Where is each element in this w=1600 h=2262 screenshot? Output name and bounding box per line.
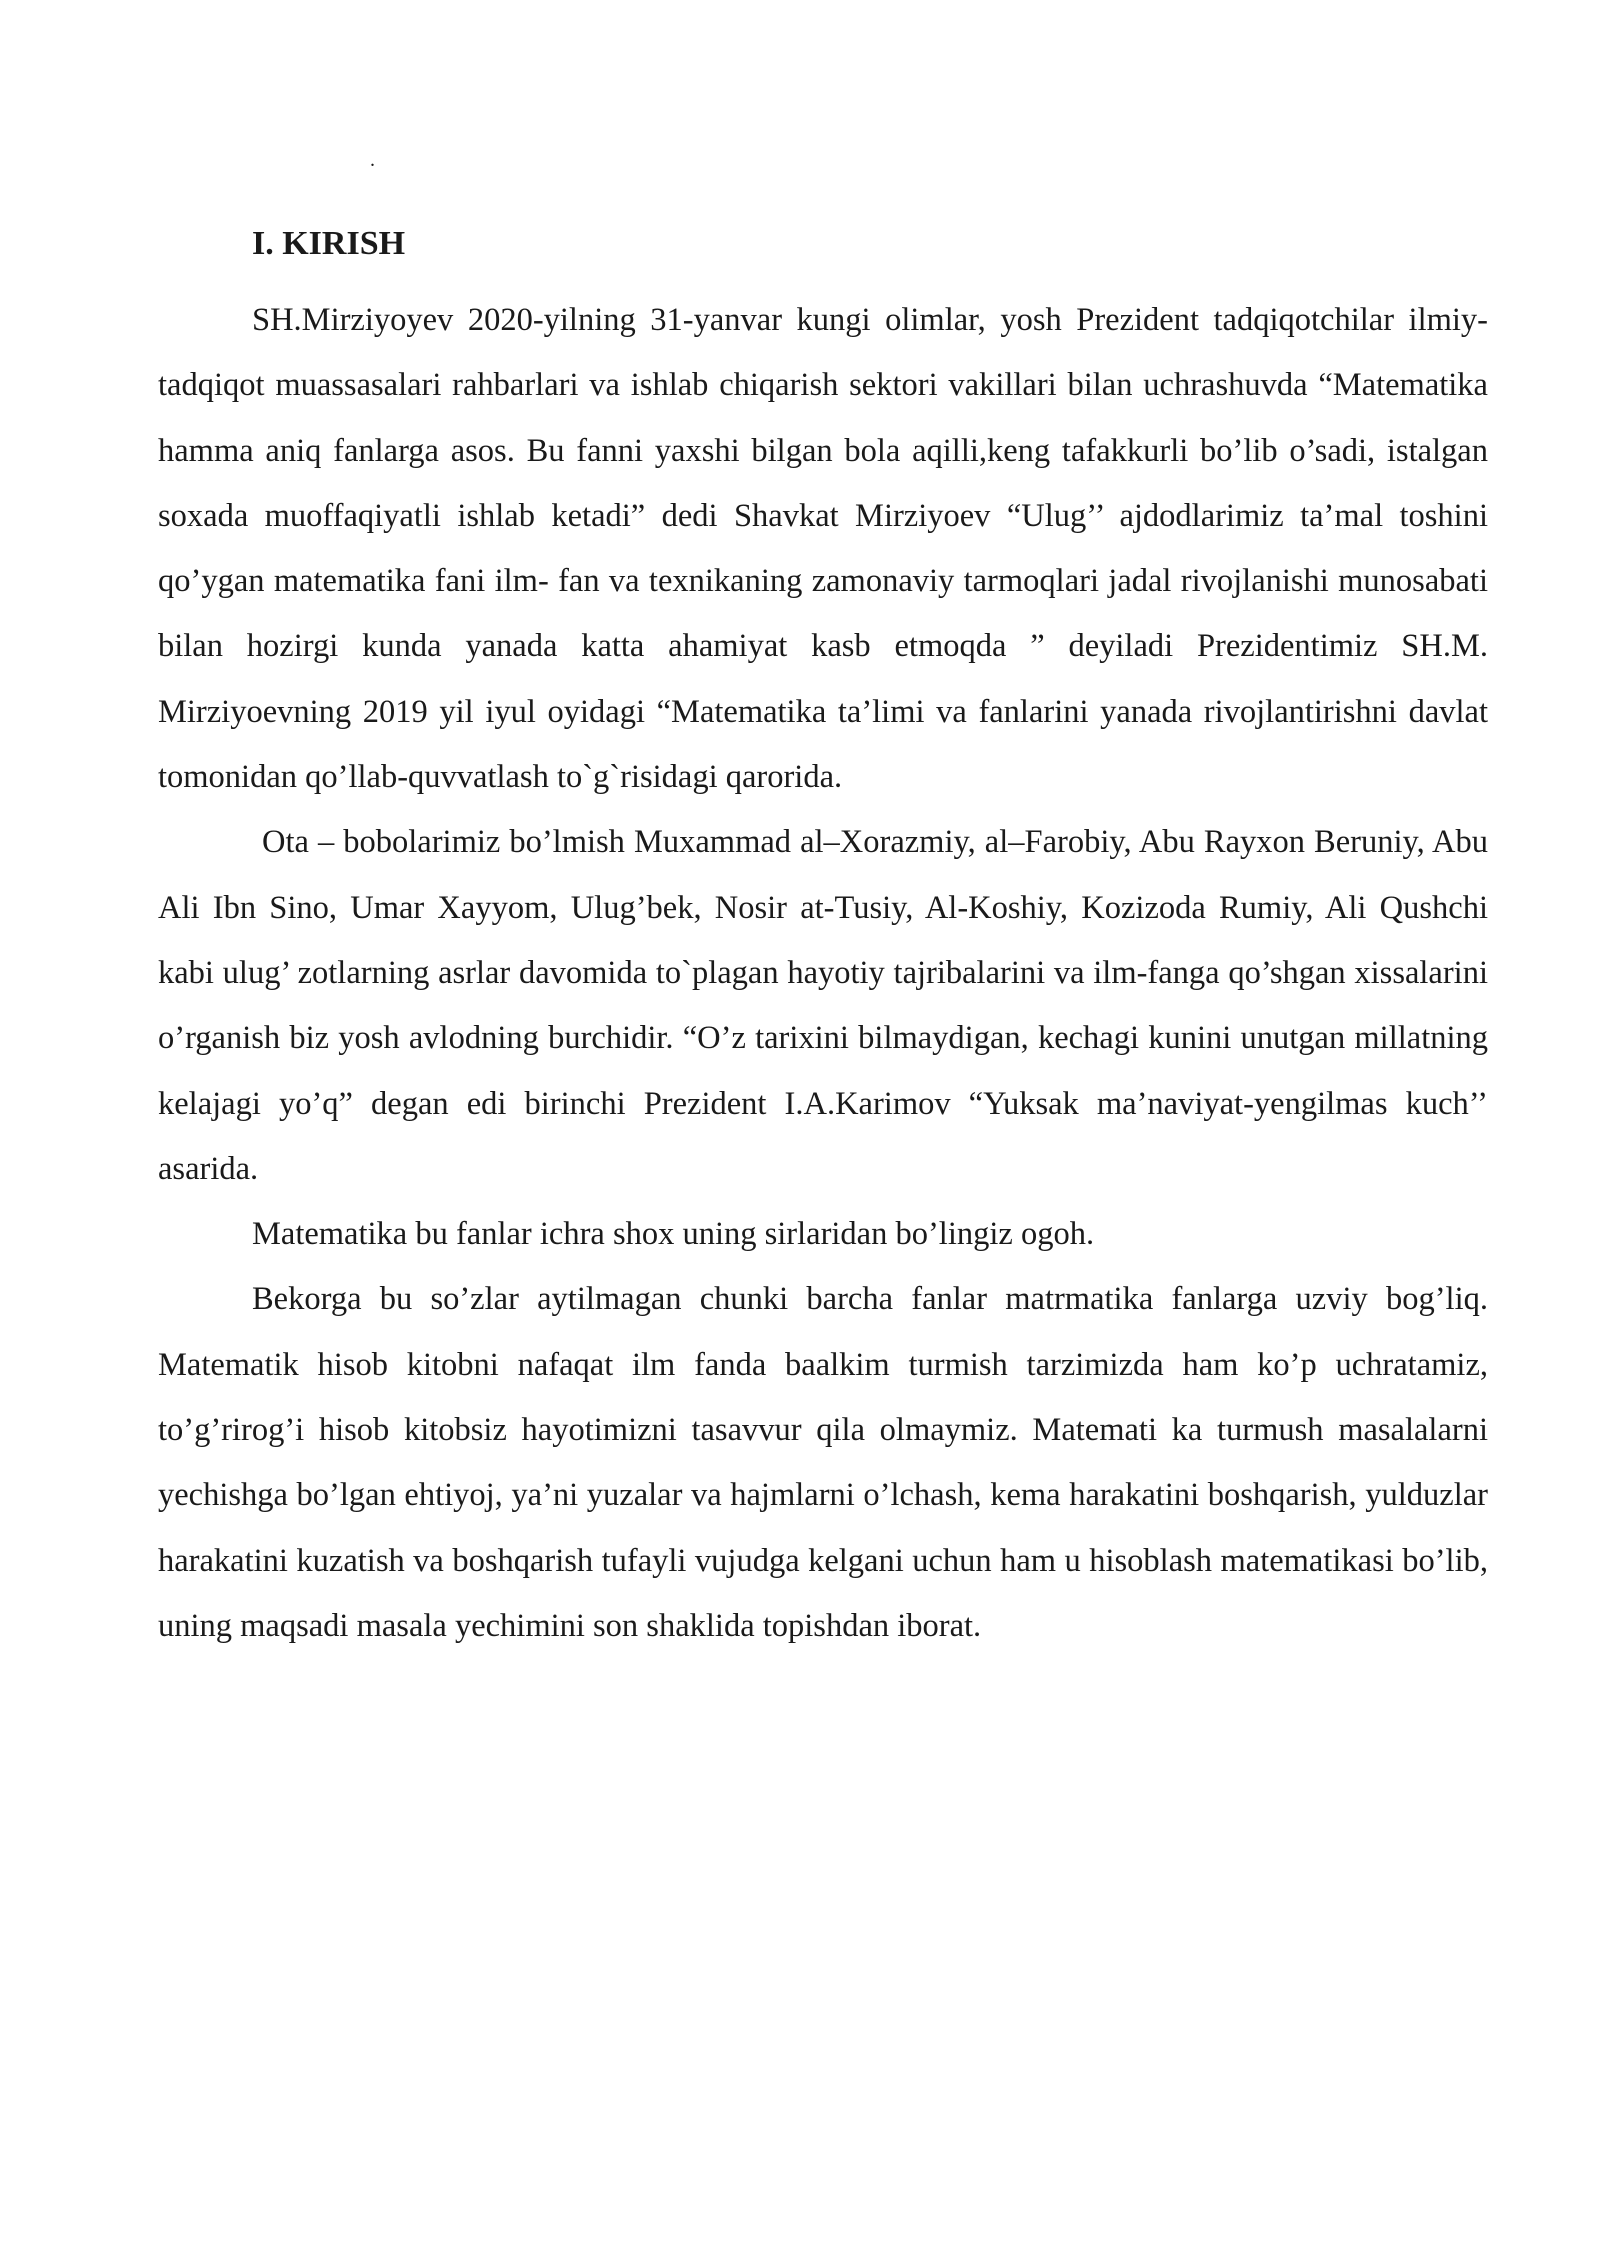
- section-heading: I. KIRISH: [252, 225, 406, 262]
- document-body: [158, 288, 1488, 1659]
- paragraph-mathematics-quote: Matematika bu fanlar ichra shox uning sirlaridan bo’lingiz ogoh.: [252, 1216, 1095, 1253]
- paragraph-ancestors: Ota – bobolarimiz bo’lmish Muxammad al–Xorazmiy, al–Farobiy, Abu Rayxon Beruniy, Abu Ali Ibn Sino, Umar Xayyom, Ulug’bek, Nosir at-Tusiy, Al-Koshiy, Kozizoda Rumiy, Ali Qushchi kabi ulug’ zotlarning asrlar davomida to`plagan hayotiy tajribalarini va ilm-fanga qo’shgan xissalarini o’rganish biz yosh avlodning burchidir. “O’z tarixini bilmaydigan, kechagi kunini unutgan millatning kelajagi yo’q” degan edi birinchi Prezident I.A.Karimov “Yuksak ma’naviyat-yengilmas kuch’’ asarida.: [158, 824, 1488, 1187]
- stray-dot: .: [370, 149, 375, 171]
- paragraph-intro: SH.Mirziyoyev 2020-yilning 31-yanvar kungi olimlar, yosh Prezident tadqiqotchilar ilmiy-tadqiqot muassasalari rahbarlari va ishlab chiqarish sektori vakillari bilan uchrashuvda “Matematika hamma aniq fanlarga asos. Bu fanni yaxshi bilgan bola aqilli,keng tafakkurli bo’lib o’sadi, istalgan soxada muoffaqiyatli ishlab ketadi” dedi Shavkat Mirziyoev “Ulug’’ ajdodlarimiz ta’mal toshini qo’ygan matematika fani ilm- fan va texnikaning zamonaviy tarmoqlari jadal rivojlanishi munosabati bilan hozirgi kunda yanada katta ahamiyat kasb etmoqda ” deyiladi Prezidentimiz SH.M. Mirziyoevning 2019 yil iyul oyidagi “Matematika ta’limi va fanlarini yanada rivojlantirishni davlat tomonidan qo’llab-quvvatlash to`g`risidagi qarorida.: [158, 302, 1488, 796]
- paragraph-mathematics-importance: Bekorga bu so’zlar aytilmagan chunki barcha fanlar matrmatika fanlarga uzviy bog’liq. Matematik hisob kitobni nafaqat ilm fanda baalkim turmish tarzimizda ham ko’p uchratamiz, to’g’rirog’i hisob kitobsiz hayotimizni tasavvur qila olmaymiz. Matemati ka turmush masalalarni yechishga bo’lgan ehtiyoj, ya’ni yuzalar va hajmlarni o’lchash, kema harakatini boshqarish, yulduzlar harakatini kuzatish va boshqarish tufayli vujudga kelgani uchun ham u hisoblash matematikasi bo’lib, uning maqsadi masala yechimini son shaklida topishdan iborat.: [158, 1281, 1488, 1644]
